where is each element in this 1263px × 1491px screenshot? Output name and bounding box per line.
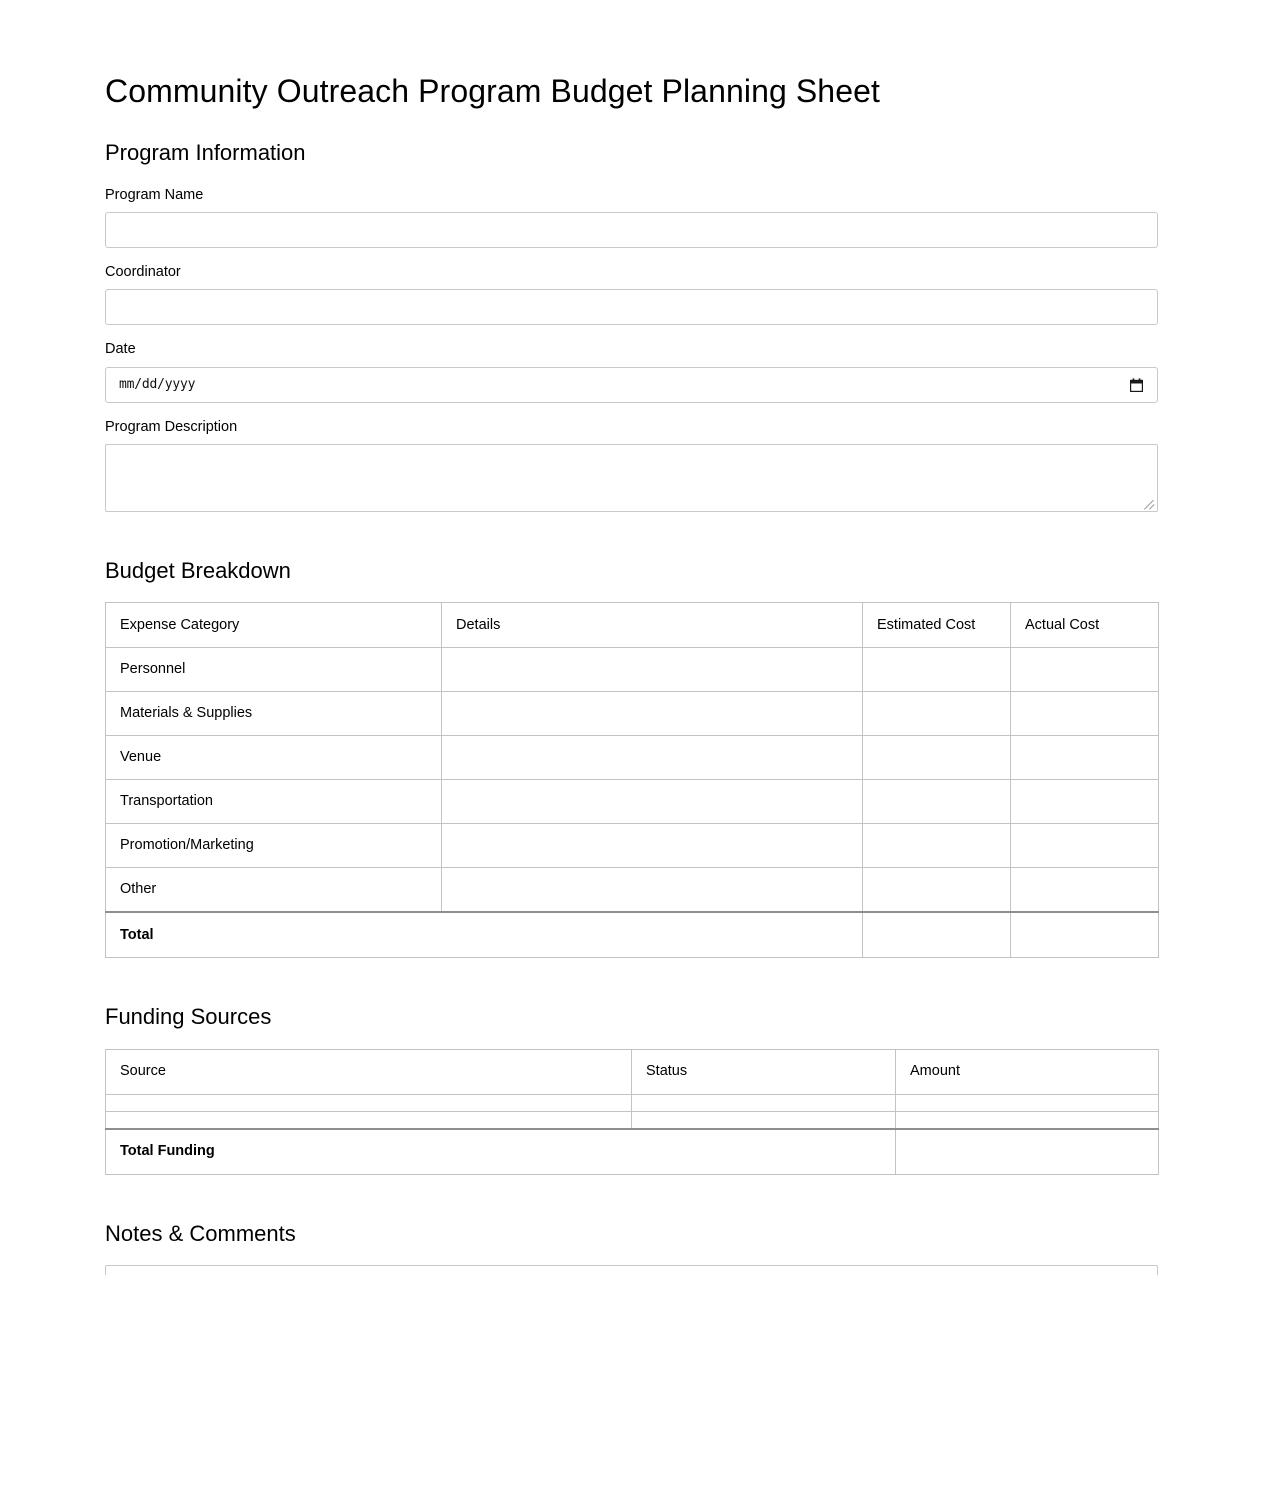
- field-date: [105, 339, 1158, 402]
- funding-total-row: [106, 1129, 1159, 1175]
- cell-actual-cost[interactable]: [1011, 648, 1159, 692]
- cell-details[interactable]: [442, 648, 863, 692]
- notes-clip-region: [105, 1265, 1158, 1275]
- field-program-description: [105, 417, 1158, 512]
- column-header-status: Status: [632, 1049, 896, 1094]
- cell-amount[interactable]: [896, 1111, 1159, 1129]
- cell-total-estimated-cost[interactable]: [863, 912, 1011, 958]
- cell-estimated-cost[interactable]: [863, 736, 1011, 780]
- page-title: Community Outreach Program Budget Planning Sheet: [105, 73, 880, 109]
- program-description-textarea[interactable]: [105, 444, 1158, 512]
- field-coordinator: [105, 262, 1158, 325]
- column-header-source: Source: [106, 1049, 632, 1094]
- label-program-name: Program Name: [105, 186, 204, 203]
- cell-estimated-cost[interactable]: [863, 868, 1011, 913]
- cell-expense-category: Venue: [106, 736, 442, 780]
- cell-estimated-cost[interactable]: [863, 692, 1011, 736]
- table-header-row: [106, 603, 1159, 648]
- label-date: Date: [105, 341, 136, 358]
- column-header-expense-category: Expense Category: [106, 603, 442, 648]
- cell-details[interactable]: [442, 692, 863, 736]
- cell-actual-cost[interactable]: [1011, 692, 1159, 736]
- program-name-input[interactable]: [105, 212, 1158, 248]
- field-program-name: [105, 185, 1158, 248]
- cell-total-actual-cost[interactable]: [1011, 912, 1159, 958]
- cell-source[interactable]: [106, 1094, 632, 1111]
- cell-actual-cost[interactable]: [1011, 780, 1159, 824]
- date-placeholder-text: mm/dd/yyyy: [119, 377, 196, 393]
- budget-breakdown-table: [105, 602, 1159, 958]
- table-row: [106, 868, 1159, 913]
- cell-total-funding-label: Total Funding: [106, 1129, 896, 1175]
- cell-status[interactable]: [632, 1111, 896, 1129]
- cell-details[interactable]: [442, 736, 863, 780]
- table-row: [106, 824, 1159, 868]
- section-heading-notes-comments: Notes & Comments: [105, 1220, 296, 1246]
- budget-total-row: [106, 912, 1159, 958]
- cell-estimated-cost[interactable]: [863, 824, 1011, 868]
- cell-expense-category: Transportation: [106, 780, 442, 824]
- cell-total-funding-amount[interactable]: [896, 1129, 1159, 1175]
- section-heading-funding-sources: Funding Sources: [105, 1004, 272, 1030]
- section-heading-budget-breakdown: Budget Breakdown: [105, 557, 291, 583]
- column-header-actual-cost: Actual Cost: [1011, 603, 1159, 648]
- date-input[interactable]: [105, 367, 1158, 403]
- table-row: [106, 648, 1159, 692]
- cell-total-label: Total: [106, 912, 863, 958]
- cell-status[interactable]: [632, 1094, 896, 1111]
- cell-source[interactable]: [106, 1111, 632, 1129]
- cell-actual-cost[interactable]: [1011, 868, 1159, 913]
- cell-actual-cost[interactable]: [1011, 824, 1159, 868]
- coordinator-input[interactable]: [105, 289, 1158, 325]
- table-row: [106, 692, 1159, 736]
- table-row: [106, 1094, 1159, 1111]
- table-row: [106, 736, 1159, 780]
- cell-amount[interactable]: [896, 1094, 1159, 1111]
- funding-sources-table: [105, 1049, 1159, 1175]
- column-header-details: Details: [442, 603, 863, 648]
- cell-estimated-cost[interactable]: [863, 648, 1011, 692]
- table-header-row: [106, 1049, 1159, 1094]
- cell-expense-category: Materials & Supplies: [106, 692, 442, 736]
- notes-comments-textarea[interactable]: [105, 1265, 1158, 1275]
- resize-handle-icon[interactable]: [1144, 498, 1156, 510]
- table-row: [106, 780, 1159, 824]
- cell-estimated-cost[interactable]: [863, 780, 1011, 824]
- table-row: [106, 1111, 1159, 1129]
- cell-details[interactable]: [442, 824, 863, 868]
- label-coordinator: Coordinator: [105, 264, 181, 281]
- cell-details[interactable]: [442, 780, 863, 824]
- calendar-icon[interactable]: [1130, 378, 1143, 392]
- column-header-estimated-cost: Estimated Cost: [863, 603, 1011, 648]
- cell-details[interactable]: [442, 868, 863, 913]
- cell-expense-category: Other: [106, 868, 442, 913]
- column-header-amount: Amount: [896, 1049, 1159, 1094]
- cell-expense-category: Personnel: [106, 648, 442, 692]
- cell-expense-category: Promotion/Marketing: [106, 824, 442, 868]
- label-program-description: Program Description: [105, 418, 238, 435]
- section-heading-program-information: Program Information: [105, 140, 306, 166]
- cell-actual-cost[interactable]: [1011, 736, 1159, 780]
